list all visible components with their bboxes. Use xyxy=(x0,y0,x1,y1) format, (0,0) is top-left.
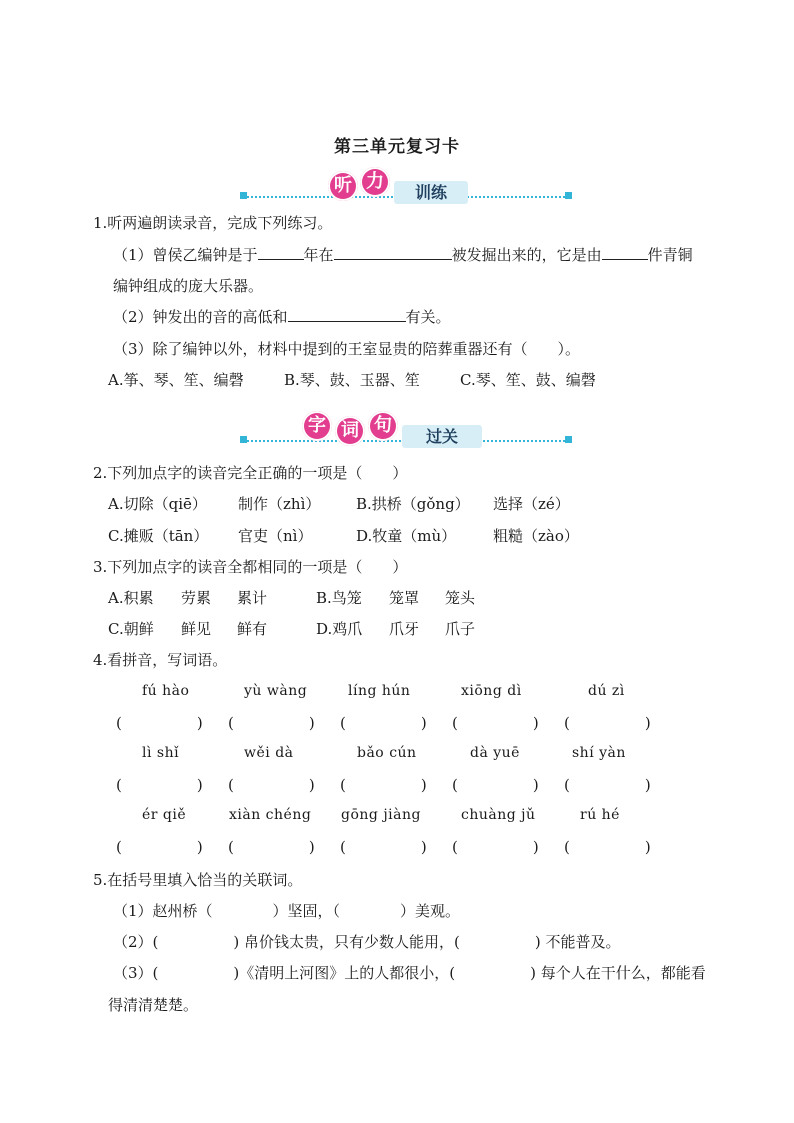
section-banner-words xyxy=(240,415,576,460)
question-5-stem: 5.在括号里填入恰当的关联词。 xyxy=(93,871,303,889)
question-1-option-b[interactable]: B.琴、鼓、玉器、笙 xyxy=(284,371,420,389)
answer-box[interactable]: ( ) xyxy=(340,838,427,856)
pinyin-label: dà yuē xyxy=(470,745,520,761)
answer-box[interactable]: ( ) xyxy=(116,838,203,856)
answer-box[interactable]: ( ) xyxy=(564,838,651,856)
banner-square-left xyxy=(240,436,247,443)
question-3-stem: 3.下列加点字的读音全都相同的一项是（ ） xyxy=(93,558,408,576)
pinyin-label: rú hé xyxy=(580,807,620,823)
pinyin-label: xiōng dì xyxy=(461,683,522,699)
question-1-sub-2 xyxy=(113,306,451,327)
q3-option-c[interactable]: C.朝鲜 xyxy=(108,620,154,638)
pinyin-label: gōng jiàng xyxy=(341,807,421,823)
question-5-sub-2[interactable]: （2）( ) 帛价钱太贵，只有少数人能用，( ) 不能普及。 xyxy=(113,933,621,951)
q3-word: 笼头 xyxy=(445,589,476,607)
question-1-option-a[interactable]: A.筝、琴、笙、编磬 xyxy=(108,371,244,389)
pinyin-label: fú hào xyxy=(142,683,190,699)
q3-option-b[interactable]: B.鸟笼 xyxy=(316,589,362,607)
banner-square-left xyxy=(240,192,247,199)
question-1-option-c[interactable]: C.琴、笙、鼓、编磬 xyxy=(460,371,596,389)
q3-word: 累计 xyxy=(237,589,268,607)
fill-blank-line[interactable] xyxy=(258,245,304,260)
answer-box[interactable]: ( ) xyxy=(228,838,315,856)
banner-circle-char: 字 xyxy=(302,411,332,441)
q3-option-a[interactable]: A.积累 xyxy=(108,589,154,607)
answer-box[interactable]: ( ) xyxy=(564,776,651,794)
pinyin-label: dú zì xyxy=(588,683,625,699)
q1-s2-part-b: 有关。 xyxy=(405,308,451,326)
q2-option-c-1[interactable]: C.摊贩（tān） xyxy=(108,527,209,545)
answer-box[interactable]: ( ) xyxy=(116,714,203,732)
fill-blank-line[interactable] xyxy=(602,245,648,260)
pinyin-label: chuàng jǔ xyxy=(461,807,536,823)
question-4-stem: 4.看拼音，写词语。 xyxy=(93,651,228,669)
q3-word: 爪牙 xyxy=(389,620,420,638)
q1-s1-part-c: 被发掘出来的，它是由 xyxy=(451,246,602,264)
answer-box[interactable]: ( ) xyxy=(340,714,427,732)
q2-option-a-2: 制作（zhì） xyxy=(238,495,321,513)
q2-option-b-1[interactable]: B.拱桥（gǒng） xyxy=(356,495,470,513)
pinyin-label: lì shǐ xyxy=(142,745,180,761)
pinyin-label: líng hún xyxy=(348,683,411,699)
q3-word: 鲜见 xyxy=(181,620,212,638)
banner-circle-char: 句 xyxy=(368,411,398,441)
q1-s1-part-d: 件青铜 xyxy=(647,246,693,264)
q1-s1-part-a: （1）曾侯乙编钟是于 xyxy=(113,246,258,264)
section-banner-listening xyxy=(240,171,576,216)
pinyin-label: bǎo cún xyxy=(357,745,417,761)
q3-word: 劳累 xyxy=(181,589,212,607)
answer-box[interactable]: ( ) xyxy=(452,838,539,856)
question-1-sub-1 xyxy=(113,244,693,265)
banner-label: 过关 xyxy=(402,425,482,448)
banner-circle-char: 听 xyxy=(328,171,358,201)
pinyin-label: wěi dà xyxy=(244,745,294,761)
q3-word: 鲜有 xyxy=(237,620,268,638)
banner-circle-char: 力 xyxy=(360,167,390,197)
banner-square-right xyxy=(565,192,572,199)
pinyin-label: xiàn chéng xyxy=(229,807,312,823)
q2-option-d-2: 粗糙（zào） xyxy=(493,527,579,545)
page-title: 第三单元复习卡 xyxy=(334,137,460,157)
q2-option-c-2: 官吏（nì） xyxy=(238,527,313,545)
q2-option-d-1[interactable]: D.牧童（mù） xyxy=(356,527,457,545)
pinyin-label: shí yàn xyxy=(572,745,626,761)
fill-blank-line[interactable] xyxy=(334,245,452,260)
answer-box[interactable]: ( ) xyxy=(228,776,315,794)
pinyin-label: yù wàng xyxy=(244,683,308,699)
q1-s1-part-b: 年在 xyxy=(303,246,334,264)
question-2-stem: 2.下列加点字的读音完全正确的一项是（ ） xyxy=(93,464,408,482)
question-1-sub-3: （3）除了编钟以外，材料中提到的王室显贵的陪葬重器还有（ ）。 xyxy=(113,340,581,358)
q2-option-b-2: 选择（zé） xyxy=(493,495,570,513)
answer-box[interactable]: ( ) xyxy=(452,714,539,732)
fill-blank-line[interactable] xyxy=(288,307,406,322)
answer-box[interactable]: ( ) xyxy=(564,714,651,732)
banner-circle-char: 词 xyxy=(335,416,365,446)
banner-label: 训练 xyxy=(394,181,468,204)
answer-box[interactable]: ( ) xyxy=(116,776,203,794)
q3-option-d[interactable]: D.鸡爪 xyxy=(316,620,363,638)
answer-box[interactable]: ( ) xyxy=(340,776,427,794)
question-1-stem: 1.听两遍朗读录音，完成下列练习。 xyxy=(93,214,333,232)
banner-square-right xyxy=(565,436,572,443)
answer-box[interactable]: ( ) xyxy=(452,776,539,794)
pinyin-label: ér qiě xyxy=(142,807,187,823)
q1-s2-part-a: （2）钟发出的音的高低和 xyxy=(113,308,288,326)
question-5-sub-1[interactable]: （1）赵州桥（ ）坚固，（ ）美观。 xyxy=(113,902,461,920)
question-1-sub-1-cont: 编钟组成的庞大乐器。 xyxy=(113,277,264,295)
q3-word: 笼罩 xyxy=(389,589,420,607)
answer-box[interactable]: ( ) xyxy=(228,714,315,732)
question-5-sub-3-cont: 得清清楚楚。 xyxy=(108,996,199,1014)
question-5-sub-3[interactable]: （3）( )《清明上河图》上的人都很小，( ) 每个人在干什么，都能看 xyxy=(113,964,706,982)
q3-word: 爪子 xyxy=(445,620,476,638)
q2-option-a-1[interactable]: A.切除（qiē） xyxy=(108,495,207,513)
